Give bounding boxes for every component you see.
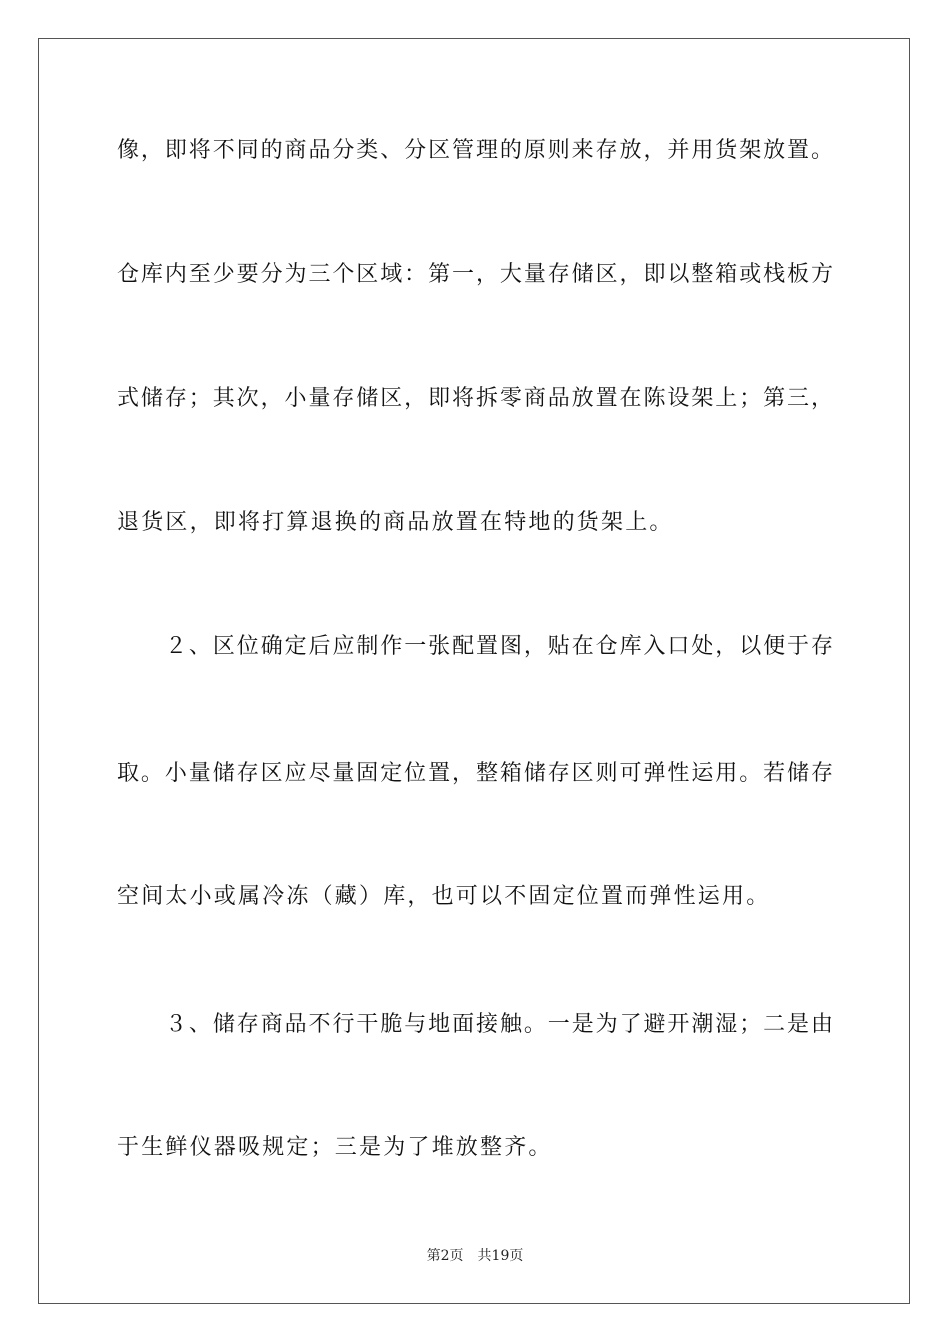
body-line-9: 于生鲜仪器吸规定；三是为了堆放整齐。 — [117, 1135, 553, 1160]
body-line-7: 空间太小或属冷冻（藏）库，也可以不固定位置而弹性运用。 — [117, 884, 771, 909]
page-footer — [0, 1247, 950, 1265]
body-line-5: ２、区位确定后应制作一张配置图，贴在仓库入口处，以便于存 — [165, 634, 833, 659]
body-line-1: 像，即将不同的商品分类、分区管理的原则来存放，并用货架放置。 — [117, 138, 833, 163]
body-line-3: 式储存；其次，小量存储区，即将拆零商品放置在陈设架上；第三， — [117, 386, 833, 411]
body-line-8: ３、储存商品不行干脆与地面接触。一是为了避开潮湿；二是由 — [165, 1012, 833, 1037]
body-line-2: 仓库内至少要分为三个区域：第一，大量存储区，即以整箱或栈板方 — [117, 262, 833, 287]
body-line-6: 取。小量储存区应尽量固定位置，整箱储存区则可弹性运用。若储存 — [117, 761, 833, 786]
page-number: 第2页 — [426, 1248, 464, 1264]
body-line-4: 退货区，即将打算退换的商品放置在特地的货架上。 — [117, 510, 674, 535]
page-total: 共19页 — [477, 1248, 524, 1264]
page-border — [38, 38, 910, 1304]
